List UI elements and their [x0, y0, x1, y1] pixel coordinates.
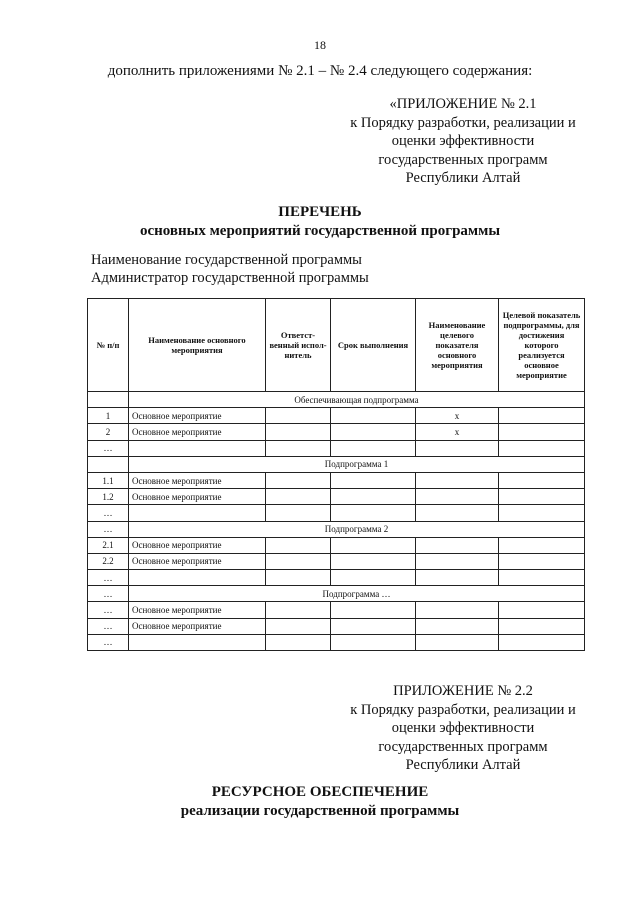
table-row	[88, 586, 585, 602]
row-measure: Основное мероприятие	[129, 408, 266, 424]
header-target-indicator: Целевой показатель подпрограммы, для достижения которого реализуется основное мероприятие	[499, 299, 585, 392]
row-measure: Основное мероприятие	[129, 537, 266, 553]
row-measure: Основное мероприятие	[129, 553, 266, 569]
table-row	[88, 424, 585, 440]
row-number: …	[88, 634, 129, 650]
header-indicator-name: Наименование целевого показателя основного мероприятия	[416, 299, 499, 392]
appendix-line: оценки эффективности	[391, 133, 535, 149]
table-row	[88, 570, 585, 586]
title-line-2: реализации государственной программы	[180, 803, 460, 819]
table-row	[88, 408, 585, 424]
header-deadline: Срок выполнения	[331, 299, 416, 392]
row-number: …	[88, 570, 129, 586]
measures-table	[87, 298, 585, 651]
table-row	[88, 489, 585, 505]
appendix-line: к Порядку разработки, реализации и	[350, 114, 576, 131]
appendix-line: государственных программ	[378, 738, 548, 755]
page-number: 18	[314, 38, 326, 52]
title-line-1: РЕСУРСНОЕ ОБЕСПЕЧЕНИЕ	[211, 784, 429, 800]
appendix-2-2-header	[333, 682, 593, 775]
header-measure-name: Наименование основного мероприятия	[129, 299, 266, 392]
title-line-1: ПЕРЕЧЕНЬ	[278, 204, 362, 220]
appendix-line: к Порядку разработки, реализации и	[350, 701, 576, 718]
resources-title	[0, 783, 640, 821]
table-row	[88, 521, 585, 537]
row-number: …	[88, 505, 129, 521]
row-number: …	[88, 618, 129, 634]
table-row	[88, 505, 585, 521]
administrator-label: Администратор государственной программы	[91, 270, 369, 286]
row-measure: Основное мероприятие	[129, 472, 266, 488]
appendix-2-1-header	[333, 95, 593, 188]
table-row	[88, 456, 585, 472]
row-number: 2.2	[88, 553, 129, 569]
table-row	[88, 537, 585, 553]
header-number: № п/п	[88, 299, 129, 392]
row-number: 2	[88, 424, 129, 440]
appendix-line: Республики Алтай	[405, 757, 521, 773]
table-row	[88, 392, 585, 408]
table-row	[88, 634, 585, 650]
table-row	[88, 618, 585, 634]
row-number: 2.1	[88, 537, 129, 553]
row-measure: Основное мероприятие	[129, 618, 266, 634]
appendix-line: ПРИЛОЖЕНИЕ № 2.2	[393, 683, 533, 699]
table-row	[88, 472, 585, 488]
appendix-line: оценки эффективности	[391, 720, 535, 736]
row-measure: Основное мероприятие	[129, 602, 266, 618]
row-number: …	[88, 602, 129, 618]
program-name-label: Наименование государственной программы	[91, 252, 362, 268]
header-executor: Ответст-венный испол-нитель	[266, 299, 331, 392]
appendix-line: Республики Алтай	[405, 170, 521, 186]
row-measure: Основное мероприятие	[129, 489, 266, 505]
row-number: …	[88, 586, 129, 602]
row-number: 1.1	[88, 472, 129, 488]
table-row	[88, 602, 585, 618]
list-title	[0, 203, 640, 241]
row-number: …	[88, 440, 129, 456]
title-line-2: основных мероприятий государственной программы	[139, 223, 501, 239]
table-header-row	[88, 299, 585, 392]
section-row: Подпрограмма 1	[129, 456, 585, 472]
section-row: Подпрограмма …	[129, 586, 585, 602]
appendix-line: государственных программ	[378, 151, 548, 168]
intro-text: дополнить приложениями № 2.1 – № 2.4 следующего содержания:	[107, 63, 533, 79]
appendix-line: «ПРИЛОЖЕНИЕ № 2.1	[389, 96, 537, 112]
row-number: …	[88, 521, 129, 537]
row-mark: x	[416, 424, 499, 440]
row-number: 1.2	[88, 489, 129, 505]
row-mark: x	[416, 408, 499, 424]
row-number: 1	[88, 408, 129, 424]
row-measure: Основное мероприятие	[129, 424, 266, 440]
table-row	[88, 553, 585, 569]
section-row: Подпрограмма 2	[129, 521, 585, 537]
section-row: Обеспечивающая подпрограмма	[129, 392, 585, 408]
table-row	[88, 440, 585, 456]
